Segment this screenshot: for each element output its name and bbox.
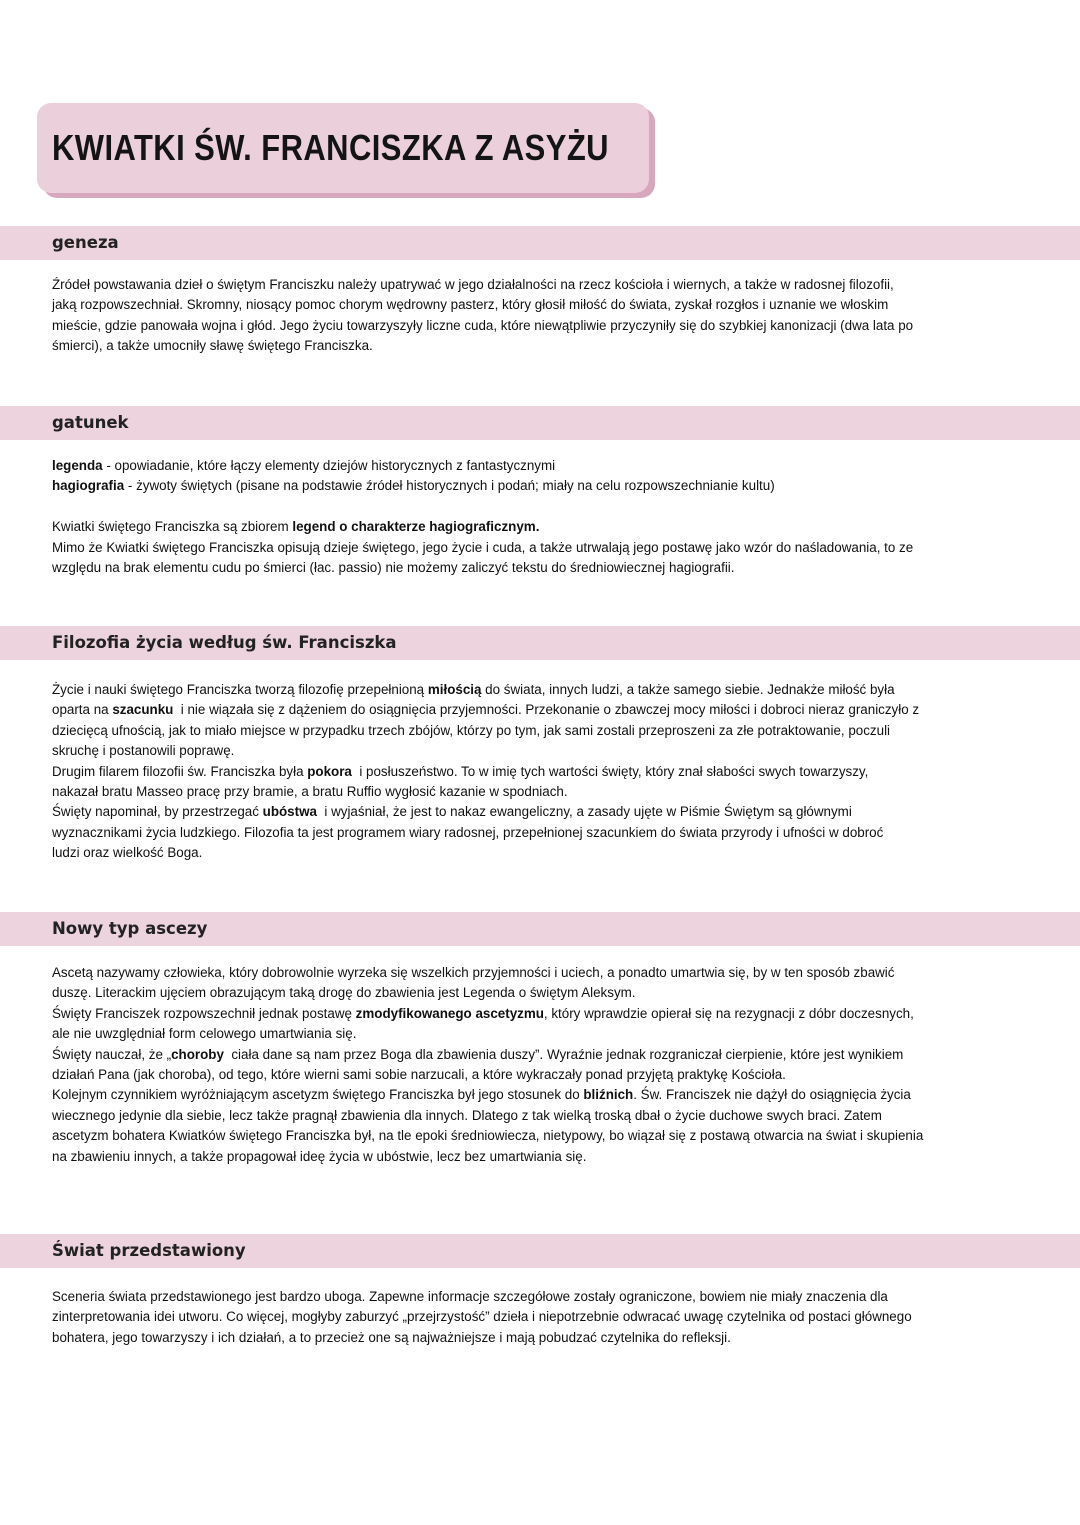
section-heading: gatunek bbox=[52, 413, 129, 432]
text-line bbox=[52, 1045, 1042, 1065]
text-line bbox=[52, 843, 1042, 863]
section-body-swiat-przedstawiony bbox=[52, 1287, 1042, 1348]
bold-term: choroby bbox=[171, 1046, 224, 1062]
section-heading: geneza bbox=[52, 233, 119, 252]
text-run: Mimo że Kwiatki świętego Franciszka opisują dzieje świętego, jego życie i cuda, a także utrwalają jego postawę jako wzór do naśladowania, to ze bbox=[52, 539, 914, 555]
text-line bbox=[52, 721, 1042, 741]
section-header-swiat-przedstawiony bbox=[0, 1234, 1080, 1268]
text-run: i nie wiązała się z dążeniem do osiągnięcia przyjemności. Przekonanie o zbawczej mocy miłości i dobroci nieraz graniczyło z bbox=[173, 702, 920, 718]
text-line bbox=[52, 1307, 1042, 1327]
text-line bbox=[52, 963, 1042, 983]
title-banner bbox=[37, 103, 649, 193]
text-line bbox=[52, 1126, 1042, 1146]
text-line bbox=[52, 741, 1042, 761]
text-run: Święty napominał, by przestrzegać bbox=[52, 804, 263, 820]
text-run: dziecięcą ufnością, jak to miało miejsce w przypadku trzech zbójów, którzy po tym, jak sami zostali przeproszeni za złe potraktowanie, poczuli bbox=[52, 722, 891, 738]
bold-term: miłością bbox=[427, 682, 482, 697]
text-run: wyznacznikami życia ludzkiego. Filozofia ta jest programem wiary radosnej, przepełnionej szacunkiem do świata przyrody i ufności w dobroć bbox=[52, 824, 884, 840]
text-run: , który wprawdzie opierał się na rezygnacji z dóbr doczesnych, bbox=[543, 1005, 914, 1021]
text-run: Kolejnym czynnikiem wyróżniającym ascetyzm świętego Franciszka był jego stosunek do bbox=[52, 1087, 584, 1103]
section-heading: Świat przedstawiony bbox=[52, 1241, 246, 1260]
text-line bbox=[52, 802, 1042, 822]
section-body-gatunek bbox=[52, 456, 1042, 578]
bold-term: hagiografia bbox=[52, 478, 125, 494]
text-line bbox=[52, 762, 1042, 782]
text-line bbox=[52, 497, 1042, 517]
text-line bbox=[52, 782, 1042, 802]
text-line bbox=[52, 1024, 1042, 1044]
text-run: działań Pana (jak choroba), od tego, które wierni sami sobie narzucali, a które wykraczały ponad przyjętą praktykę Kościoła. bbox=[52, 1066, 786, 1082]
text-line bbox=[52, 1106, 1042, 1126]
text-run: nakazał bratu Masseo pracę przy bramie, a bratu Ruffio wygłosić kazanie w spodniach. bbox=[52, 783, 568, 799]
text-run: zinterpretowania idei utworu. Co więcej, mogłyby zaburzyć „przejrzystość” dzieła i niepotrzebnie odwracać uwagę czytelnika od postaci głównego bbox=[52, 1309, 912, 1325]
text-line bbox=[52, 476, 1042, 496]
text-line bbox=[52, 275, 1042, 295]
text-run: mieście, gdzie panowała wojna i głód. Jego życiu towarzyszyły liczne cuda, które niewątpliwie przyczyniły się do szybkiej kanonizacji (dwa lata po bbox=[52, 317, 914, 333]
text-run: na zbawieniu innych, a także propagował ideę życia w ubóstwie, lecz bez umartwiania się. bbox=[52, 1148, 587, 1164]
section-header-gatunek bbox=[0, 406, 1080, 440]
text-line bbox=[52, 983, 1042, 1003]
text-run: bohatera, jego towarzyszy i ich działań, a to przecież one są najważniejsze i mają pobudzać czytelnika do refleksji. bbox=[52, 1329, 731, 1345]
text-run: ludzi oraz wielkość Boga. bbox=[52, 845, 203, 861]
bold-term: pokora bbox=[307, 763, 352, 779]
section-body-geneza bbox=[52, 275, 1042, 357]
text-line bbox=[52, 1287, 1042, 1307]
text-line bbox=[52, 1065, 1042, 1085]
text-run: ciała dane są nam przez Boga dla zbawienia duszy”. Wyraźnie jednak rozgraniczał cierpienie, które jest wynikiem bbox=[223, 1046, 904, 1062]
text-line bbox=[52, 1085, 1042, 1105]
section-heading: Nowy typ ascezy bbox=[52, 919, 208, 938]
page-title: KWIATKI ŚW. FRANCISZKA Z ASYŻU bbox=[52, 127, 609, 168]
bold-term: legend o charakterze hagiograficznym. bbox=[292, 519, 540, 535]
text-line bbox=[52, 680, 1042, 700]
bold-term: legenda bbox=[52, 458, 103, 473]
text-run: względu na brak elementu cudu po śmierci (łac. passio) nie możemy zaliczyć tekstu do średniowiecznej hagiografii. bbox=[52, 559, 735, 575]
text-line bbox=[52, 558, 1042, 578]
section-header-asceza bbox=[0, 912, 1080, 946]
bold-term: bliźnich bbox=[583, 1087, 634, 1103]
section-heading: Filozofia życia według św. Franciszka bbox=[52, 633, 397, 652]
text-run: Święty nauczał, że „ bbox=[52, 1046, 172, 1062]
text-line bbox=[52, 823, 1042, 843]
text-line bbox=[52, 1328, 1042, 1348]
text-run: wiecznego jedynie dla siebie, lecz także pragnął zbawienia dla innych. Dlatego z tak wielką troską dbał o życie duchowe swych braci. Zatem bbox=[52, 1107, 882, 1123]
text-run: ascetyzm bohatera Kwiatków świętego Franciszka był, na tle epoki średniowiecza, nietypowy, bo wiązał się z postawą otwarcia na świat i skupienia bbox=[52, 1128, 924, 1144]
text-run: jaką rozpowszechniał. Skromny, niosący pomoc chorym wędrowny pasterz, który głosił miłość do świata, zyskał rozgłos i uznanie we włoskim bbox=[52, 297, 889, 313]
bold-term: zmodyfikowanego ascetyzmu bbox=[355, 1005, 544, 1021]
text-line bbox=[52, 538, 1042, 558]
section-body-asceza bbox=[52, 963, 1042, 1167]
text-line bbox=[52, 456, 1042, 476]
text-run: do świata, innych ludzi, a także samego siebie. Jednakże miłość była bbox=[481, 682, 895, 697]
text-run: Święty Franciszek rozpowszechnił jednak postawę bbox=[52, 1005, 356, 1021]
text-run: - żywoty świętych (pisane na podstawie źródeł historycznych i podań; miały na celu rozpowszechnianie kultu) bbox=[124, 478, 775, 494]
text-line bbox=[52, 517, 1042, 537]
text-run: i wyjaśniał, że jest to nakaz ewangeliczny, a zasady ujęte w Piśmie Świętym są głównymi bbox=[316, 804, 852, 820]
text-run: i posłuszeństwo. To w imię tych wartości święty, który znał słabości swych towarzyszy, bbox=[351, 763, 869, 779]
section-header-geneza bbox=[0, 226, 1080, 260]
text-run: Kwiatki świętego Franciszka są zbiorem bbox=[52, 519, 293, 535]
text-run: Sceneria świata przedstawionego jest bardzo uboga. Zapewne informacje szczegółowe zostały ograniczone, bowiem nie miały znaczenia dla bbox=[52, 1289, 888, 1304]
bold-term: szacunku bbox=[112, 702, 174, 718]
text-run: . Św. Franciszek nie dążył do osiągnięcia życia bbox=[633, 1087, 911, 1103]
section-body-filozofia bbox=[52, 680, 1042, 864]
text-line bbox=[52, 1147, 1042, 1167]
text-run: Życie i nauki świętego Franciszka tworzą filozofię przepełnioną bbox=[52, 682, 428, 697]
text-run: Źródeł powstawania dzieł o świętym Franciszku należy upatrywać w jego działalności na rzecz kościoła i wiernych, a także w radosnej filozofii, bbox=[52, 277, 894, 292]
text-run: - opowiadanie, które łączy elementy dziejów historycznych z fantastycznymi bbox=[102, 458, 556, 473]
text-run: oparta na bbox=[52, 702, 113, 718]
text-run: duszę. Literackim ujęciem obrazującym taką drogę do zbawienia jest Legenda o świętym Aleksym. bbox=[52, 985, 636, 1001]
text-line bbox=[52, 336, 1042, 356]
text-run: Drugim filarem filozofii św. Franciszka była bbox=[52, 763, 308, 779]
text-line bbox=[52, 700, 1042, 720]
bold-term: ubóstwa bbox=[262, 804, 317, 820]
text-run: skruchę i postanowili poprawę. bbox=[52, 743, 235, 759]
text-line bbox=[52, 1004, 1042, 1024]
text-line bbox=[52, 295, 1042, 315]
text-run: ale nie uwzględniał form celowego umartwiania się. bbox=[52, 1026, 357, 1042]
text-line bbox=[52, 316, 1042, 336]
text-run: śmierci), a także umocniły sławę świętego Franciszka. bbox=[52, 338, 373, 354]
text-run: Ascetą nazywamy człowieka, który dobrowolnie wyrzeka się wszelkich przyjemności i uciech, a ponadto umartwia się, by w ten sposób zbawić bbox=[52, 965, 895, 980]
section-header-filozofia bbox=[0, 626, 1080, 660]
